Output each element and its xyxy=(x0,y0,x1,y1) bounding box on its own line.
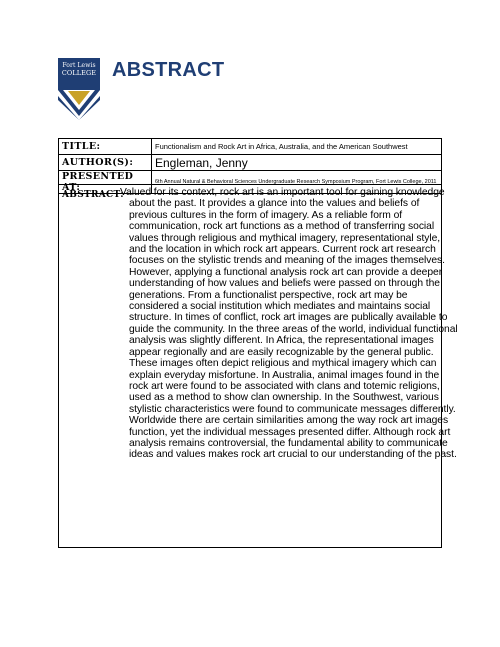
presented-label: PRESENTED AT: xyxy=(59,171,152,194)
abstract-line: used as a method to show clan ownership. In the Southwest, various xyxy=(129,392,439,404)
abstract-line: considered a social institution which mediates and maintains social xyxy=(129,301,431,313)
abstract-line: explain everyday misfortune. In Australia, animal images found in the xyxy=(129,369,440,381)
abstract-line: Worldwide there are certain similarities among the way rock art images xyxy=(129,415,449,427)
abstract-line: However, applying a functional analysis rock art can provide a deeper xyxy=(129,266,443,278)
abstract-line: analysis was slightly different. In Africa, the representational images xyxy=(129,335,434,347)
abstract-line: values through religious and mythical imagery, representational style, xyxy=(129,232,441,244)
title-row xyxy=(59,139,442,155)
abstract-line: appear regionally and are easily recognizable by the general public. xyxy=(129,346,434,358)
logo-chevron-icon xyxy=(58,86,100,120)
abstract-section xyxy=(58,184,458,548)
abstract-body xyxy=(120,187,458,461)
page-title: ABSTRACT xyxy=(112,59,225,81)
abstract-line: understanding of how values and beliefs were passed on through the xyxy=(129,278,440,290)
abstract-line: function, yet the individual messages presented differ. Although rock art xyxy=(129,426,451,438)
abstract-line: structure. In times of conflict, rock art images are publically available to xyxy=(129,312,448,324)
author-row xyxy=(59,155,442,171)
abstract-line: communication, rock art functions as a method of transferring social xyxy=(129,221,435,233)
author-value: Engleman, Jenny xyxy=(152,155,442,171)
abstract-line: ideas and values makes rock art crucial to our understanding of the past. xyxy=(129,449,457,461)
abstract-line: focuses on the stylistic trends and meaning of the images themselves. xyxy=(129,255,445,267)
abstract-line: previous cultures in the form of imagery. As a reliable form of xyxy=(129,209,403,221)
abstract-line: analysis remains controversial, the fundamental ability to communicate xyxy=(129,437,448,449)
abstract-line: stylistic characteristics were found to communicate messages differently. xyxy=(129,403,456,415)
abstract-line: These images often depict religious and mythical imagery which can xyxy=(129,358,437,370)
author-label: AUTHOR(S): xyxy=(59,155,152,171)
title-value: Functionalism and Rock Art in Africa, Australia, and the American Southwest xyxy=(152,139,442,155)
college-logo xyxy=(58,58,100,120)
abstract-line: and the location in which rock art appears. Current rock art research xyxy=(129,244,436,256)
abstract-line: guide the community. In the three areas of the world, individual functional xyxy=(129,323,458,335)
logo-line-2: COLLEGE xyxy=(61,69,97,77)
abstract-label: ABSTRACT: xyxy=(62,190,124,200)
abstract-line: Valued for its context, rock art is an important tool for gaining knowledge xyxy=(120,187,445,198)
presented-value: 6th Annual Natural & Behavioral Sciences Undergraduate Research Symposium Program, Fort Lewis College, 2011 xyxy=(152,171,442,194)
logo-line-1: Fort Lewis xyxy=(62,62,96,69)
abstract-line: rock art were found to be associated with clans and totemic religions, xyxy=(129,380,440,392)
title-label: TITLE: xyxy=(59,139,152,155)
abstract-line: generations. From a functionalist perspective, rock art may be xyxy=(129,289,408,301)
abstract-line: about the past. It provides a glance into the values and beliefs of xyxy=(129,198,420,210)
